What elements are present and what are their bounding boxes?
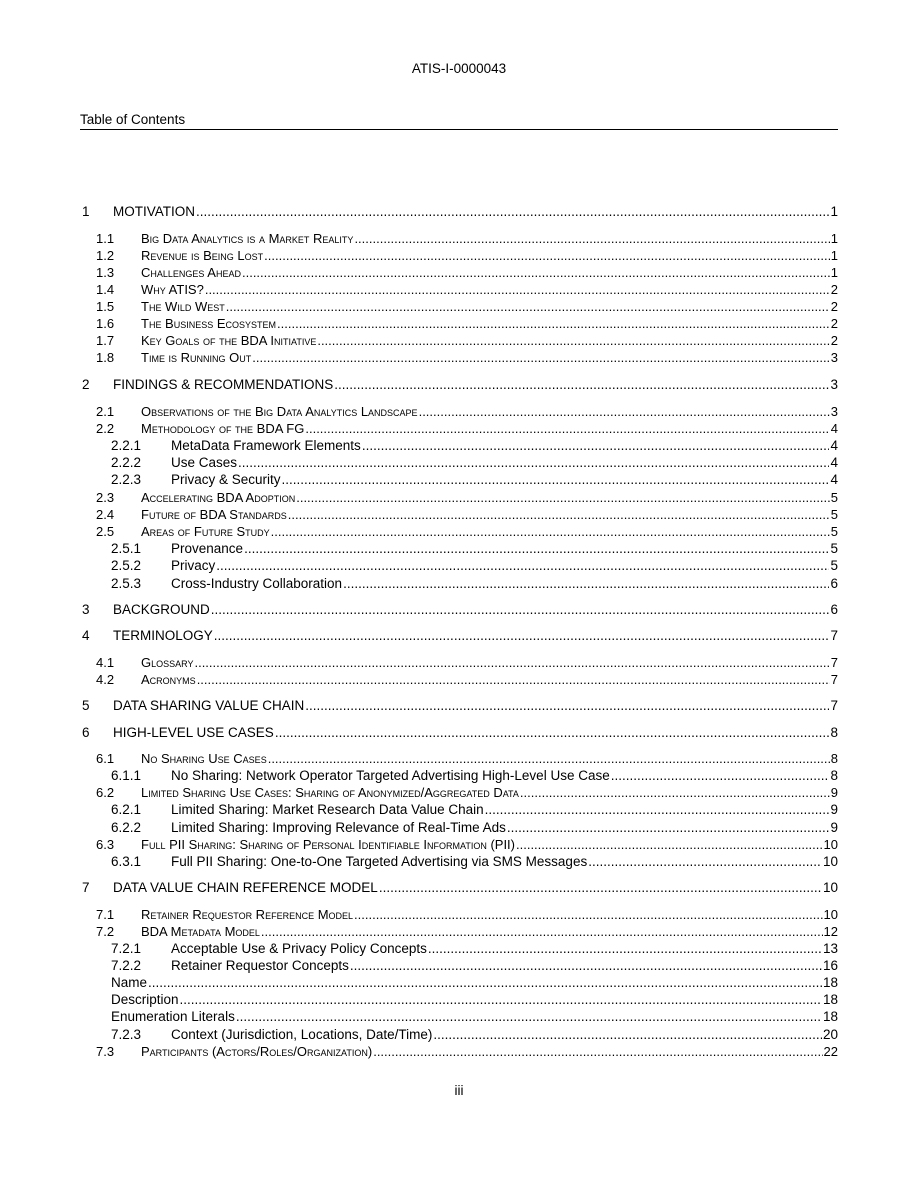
toc-entry-number: 2.2.1 [111,438,142,453]
toc-entry-title: Time is Running Out [141,350,252,365]
toc-entry[interactable] [80,490,838,505]
toc-dot-leader [252,350,829,365]
toc-entry[interactable] [80,1044,838,1059]
toc-entry-page: 1 [830,248,838,263]
toc-entry[interactable] [80,231,838,246]
toc-dot-leader [354,231,829,246]
toc-entry-title: Use Cases [171,455,238,470]
toc-entry[interactable] [80,350,838,365]
toc-entry-page: 4 [830,421,838,436]
toc-entry-number: 6 [82,725,90,740]
toc-entry[interactable] [80,751,838,766]
toc-entry-title: No Sharing Use Cases [141,751,267,766]
toc-entry[interactable] [80,558,838,573]
toc-entry-title: Provenance [171,541,244,556]
toc-dot-leader [261,924,823,939]
toc-dot-leader [236,1009,822,1024]
toc-entry-title: Description [111,992,179,1007]
toc-section-entry[interactable] [80,698,838,713]
toc-entry-number: 2.3 [96,490,115,505]
toc-entry-page: 1 [830,231,838,246]
toc-entry-title: MOTIVATION [113,204,195,219]
toc-entry[interactable] [80,924,838,939]
toc-entry-page: 12 [823,924,838,939]
toc-entry-page: 8 [830,751,838,766]
toc-entry-page: 1 [830,204,838,219]
toc-entry-page: 3 [830,377,838,392]
toc-entry-page: 7 [830,655,838,670]
toc-dot-leader [362,438,830,453]
toc-entry-title: Key Goals of the BDA Initiative [141,333,317,348]
toc-entry-number: 7.2.2 [111,958,142,973]
toc-entry-number: 3 [82,602,90,617]
toc-entry-number: 1.8 [96,350,115,365]
toc-entry-page: 3 [830,350,838,365]
toc-entry[interactable] [80,316,838,331]
toc-entry-page: 4 [830,455,838,470]
toc-entry[interactable] [80,455,838,470]
toc-entry[interactable] [80,958,838,973]
toc-entry-page: 8 [830,768,838,783]
toc-entry-number: 1.7 [96,333,115,348]
toc-entry-title: FINDINGS & RECOMMENDATIONS [113,377,334,392]
toc-entry-page: 18 [822,1009,838,1024]
toc-dot-leader [334,377,829,392]
toc-entry-page: 2 [830,282,838,297]
toc-entry-title: Methodology of the BDA FG [141,421,305,436]
toc-dot-leader [282,472,830,487]
toc-entry-title: Participants (Actors/Roles/Organization) [141,1044,373,1059]
toc-entry-title: Full PII Sharing: One-to-One Targeted Advertising via SMS Messages [171,854,588,869]
toc-entry[interactable] [80,1027,838,1042]
toc-entry-title: Limited Sharing: Improving Relevance of Real-Time Ads [171,820,506,835]
toc-dot-leader [197,672,830,687]
toc-dot-leader [268,751,830,766]
toc-entry-page: 1 [830,265,838,280]
toc-entry[interactable] [80,854,838,869]
toc-entry-number: 2 [82,377,90,392]
toc-entry-title: DATA SHARING VALUE CHAIN [113,698,305,713]
toc-entry-title: Glossary [141,655,194,670]
toc-entry-page: 3 [830,404,838,419]
toc-entry-number: 2.2.3 [111,472,142,487]
toc-entry[interactable] [80,672,838,687]
toc-entry-page: 9 [830,802,838,817]
toc-entry-number: 2.5 [96,524,115,539]
toc-entry-number: 7.2 [96,924,115,939]
toc-entry-title: Limited Sharing Use Cases: Sharing of Anonymized/Aggregated Data [141,785,519,800]
toc-entry-title: Areas of Future Study [141,524,270,539]
toc-entry[interactable] [80,265,838,280]
toc-dot-leader [244,541,829,556]
toc-entry[interactable] [80,802,838,817]
toc-dot-leader [214,628,830,643]
toc-dot-leader [271,524,830,539]
toc-entry-title: Revenue is Being Lost [141,248,264,263]
toc-entry-page: 9 [830,785,838,800]
toc-entry-title: Future of BDA Standards [141,507,287,522]
toc-entry-number: 6.2 [96,785,115,800]
toc-entry-number: 6.3 [96,837,115,852]
toc-entry-number: 1 [82,204,90,219]
toc-entry[interactable] [80,541,838,556]
toc-entry-title: Challenges Ahead [141,265,241,280]
toc-entry-page: 4 [830,472,838,487]
toc-dot-leader [317,333,829,348]
toc-entry[interactable] [80,472,838,487]
toc-entry-title: BACKGROUND [113,602,210,617]
toc-entry-page: 18 [822,975,838,990]
toc-dot-leader [373,1044,822,1059]
toc-section-entry[interactable] [80,377,838,392]
toc-entry-number: 6.1.1 [111,768,142,783]
toc-section-entry[interactable] [80,628,838,643]
toc-entry-page: 10 [822,854,838,869]
toc-entry-number: 7.2.3 [111,1027,142,1042]
toc-entry-number: 2.5.2 [111,558,142,573]
toc-entry-title: No Sharing: Network Operator Targeted Advertising High-Level Use Case [171,768,610,783]
toc-entry-number: 1.2 [96,248,115,263]
toc-entry-title: Observations of the Big Data Analytics Landscape [141,404,418,419]
toc-dot-leader [433,1027,822,1042]
toc-entry-number: 2.1 [96,404,115,419]
toc-section-entry[interactable] [80,880,838,895]
toc-dot-leader [148,975,822,990]
toc-entry-page: 20 [822,1027,838,1042]
toc-entry[interactable] [80,837,838,852]
toc-entry-number: 4.1 [96,655,115,670]
toc-entry-number: 5 [82,698,90,713]
toc-entry-title: Cross-Industry Collaboration [171,576,343,591]
toc-entry-number: 1.1 [96,231,115,246]
toc-dot-leader [354,907,823,922]
toc-entry-title: Privacy [171,558,216,573]
toc-entry[interactable] [80,768,838,783]
toc-dot-leader [343,576,829,591]
toc-entry-number: 6.2.1 [111,802,142,817]
toc-entry-number: 2.5.1 [111,541,142,556]
toc-dot-leader [226,299,830,314]
toc-entry-page: 7 [830,628,838,643]
toc-entry-title: MetaData Framework Elements [171,438,361,453]
toc-entry-page: 7 [830,698,838,713]
toc-dot-leader [485,802,830,817]
toc-entry-page: 13 [822,941,838,956]
toc-entry-page: 9 [830,820,838,835]
toc-dot-leader [516,837,823,852]
toc-entry-page: 2 [830,333,838,348]
toc-entry[interactable] [80,907,838,922]
toc-entry[interactable] [80,820,838,835]
toc-entry-number: 2.4 [96,507,115,522]
toc-entry[interactable] [80,655,838,670]
toc-entry[interactable] [80,333,838,348]
toc-entry-page: 2 [830,316,838,331]
toc-entry-title: BDA Metadata Model [141,924,260,939]
toc-entry-page: 18 [822,992,838,1007]
toc-entry-page: 22 [823,1044,838,1059]
toc-entry-title: Name [111,975,148,990]
toc-dot-leader [305,421,829,436]
toc-entry-page: 5 [830,507,838,522]
toc-entry[interactable] [80,507,838,522]
toc-entry-page: 5 [830,524,838,539]
toc-dot-leader [277,316,830,331]
toc-section-entry[interactable] [80,602,838,617]
toc-entry-number: 6.2.2 [111,820,142,835]
toc-dot-leader [588,854,822,869]
toc-entry-number: 2.2 [96,421,115,436]
toc-entry-page: 10 [823,907,838,922]
toc-dot-leader [507,820,830,835]
toc-entry[interactable] [80,299,838,314]
toc-dot-leader [296,490,830,505]
toc-entry-page: 5 [830,490,838,505]
toc-entry-page: 8 [830,725,838,740]
toc-dot-leader [194,655,829,670]
toc-entry-number: 1.4 [96,282,115,297]
page-number: iii [454,1083,464,1098]
toc-entry-title: Acceptable Use & Privacy Policy Concepts [171,941,427,956]
toc-entry[interactable] [80,438,838,453]
toc-entry-title: DATA VALUE CHAIN REFERENCE MODEL [113,880,378,895]
toc-entry-title: Why ATIS? [141,282,204,297]
toc-entry-number: 7 [82,880,90,895]
toc-entry-title: The Wild West [141,299,225,314]
toc-entry[interactable] [80,524,838,539]
toc-entry-number: 1.3 [96,265,115,280]
toc-entry-page: 6 [830,602,838,617]
toc-entry[interactable] [80,248,838,263]
toc-dot-leader [305,698,829,713]
toc-entry[interactable] [80,992,838,1007]
toc-entry-page: 2 [830,299,838,314]
toc-entry-title: Limited Sharing: Market Research Data Value Chain [171,802,484,817]
toc-heading: Table of Contents [80,112,186,127]
toc-entry-number: 2.5.3 [111,576,142,591]
toc-dot-leader [288,507,830,522]
toc-entry-title: Enumeration Literals [111,1009,235,1024]
toc-entry-number: 7.2.1 [111,941,142,956]
toc-dot-leader [180,992,822,1007]
toc-dot-leader [242,265,830,280]
toc-dot-leader [611,768,830,783]
toc-dot-leader [350,958,822,973]
toc-entry[interactable] [80,1009,838,1024]
toc-entry-title: HIGH-LEVEL USE CASES [113,725,274,740]
toc-entry-title: Accelerating BDA Adoption [141,490,296,505]
toc-dot-leader [216,558,829,573]
toc-entry-page: 7 [830,672,838,687]
toc-entry-number: 7.1 [96,907,115,922]
toc-entry[interactable] [80,576,838,591]
toc-entry-title: Full PII Sharing: Sharing of Personal Identifiable Information (PII) [141,837,515,852]
toc-dot-leader [275,725,830,740]
toc-entry-number: 6.1 [96,751,115,766]
toc-dot-leader [419,404,830,419]
toc-entry-page: 5 [830,558,838,573]
toc-entry-title: Privacy & Security [171,472,281,487]
toc-dot-leader [264,248,830,263]
toc-section-entry[interactable] [80,725,838,740]
toc-entry[interactable] [80,785,838,800]
header-rule [80,129,838,130]
toc-entry-number: 4.2 [96,672,115,687]
toc-entry-number: 2.2.2 [111,455,142,470]
toc-entry[interactable] [80,975,838,990]
toc-dot-leader [205,282,830,297]
toc-entry[interactable] [80,421,838,436]
toc-entry-title: Retainer Requestor Concepts [171,958,349,973]
toc-entry-page: 10 [823,837,838,852]
toc-entry-number: 7.3 [96,1044,115,1059]
toc-dot-leader [428,941,822,956]
toc-entry-page: 10 [822,880,838,895]
toc-entry-title: Retainer Requestor Reference Model [141,907,354,922]
toc-entry[interactable] [80,404,838,419]
toc-entry-page: 4 [830,438,838,453]
toc-entry-number: 4 [82,628,90,643]
toc-entry-title: Acronyms [141,672,196,687]
toc-dot-leader [520,785,830,800]
toc-entry-page: 6 [830,576,838,591]
toc-entry-title: Big Data Analytics is a Market Reality [141,231,354,246]
toc-dot-leader [379,880,822,895]
toc-entry-title: Context (Jurisdiction, Locations, Date/Time) [171,1027,433,1042]
toc-entry-page: 5 [830,541,838,556]
toc-dot-leader [196,204,829,219]
document-id-header: ATIS-I-0000043 [411,61,507,76]
toc-entry-number: 6.3.1 [111,854,142,869]
toc-entry-title: The Business Ecosystem [141,316,277,331]
toc-entry[interactable] [80,941,838,956]
toc-entry[interactable] [80,282,838,297]
toc-entry-number: 1.6 [96,316,115,331]
toc-entry-title: TERMINOLOGY [113,628,213,643]
toc-section-entry[interactable] [80,204,838,219]
toc-entry-number: 1.5 [96,299,115,314]
toc-dot-leader [211,602,830,617]
toc-dot-leader [238,455,829,470]
toc-entry-page: 16 [822,958,838,973]
